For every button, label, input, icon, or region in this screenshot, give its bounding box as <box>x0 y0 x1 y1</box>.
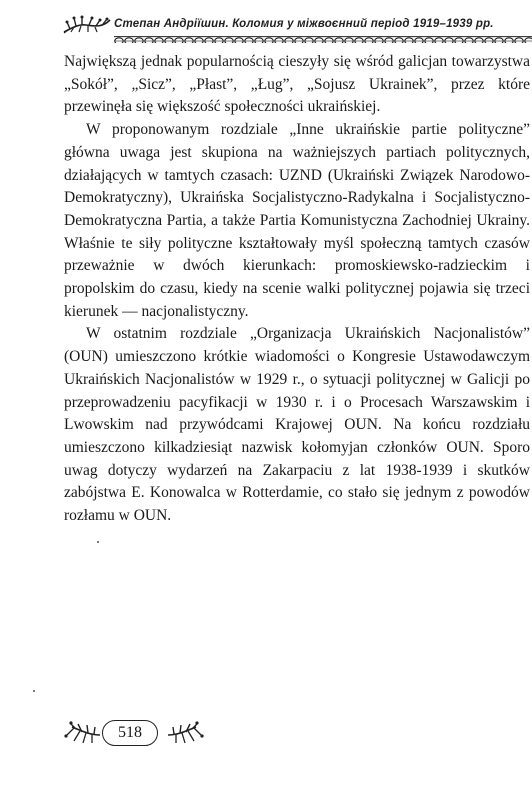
paragraph: W proponowanym rozdziale „Inne ukraińskie partie polityczne” główna uwaga jest skupiona na ważniejszych partiach politycznych, działających w tamtych czasach: UZND (Ukraiński Związek Narodowo-Demokratyczny), Ukraińska Socjalistyczno-Radykalna i Socjalistyczno-Demokratyczna Partia, a także Partia Komunistyczna Zachodniej Ukrainy. Właśnie te siły polityczne kształtowały myśl społeczną tamtych czasów przeważnie w dwóch kierunkach: promoskiewsko-radzieckim i propolskim do czasu, kiedy na scenie walki politycznej pojawia się trzeci kierunek — nacjonalistyczny. <box>64 121 530 320</box>
floral-flourish-right-icon <box>166 721 206 752</box>
floral-flourish-left-icon <box>62 721 102 752</box>
scan-speck <box>33 690 35 692</box>
running-header <box>62 0 532 44</box>
main-text <box>64 51 530 528</box>
paragraph: Największą jednak popularnością cieszyły się wśród galicjan towarzystwa „Sokół”, „Sicz”, „Płast”, „Ług”, „Sojusz Ukrainek”, przez które przewinęła się większość społeczności ukraińskiej. <box>64 53 530 116</box>
running-title: Степан Андріїшин. Коломия у міжвоєнний період 1919–1939 pp. <box>114 18 494 30</box>
paragraph: W ostatnim rozdziale „Organizacja Ukraińskich Nacjonalistów” (OUN) umieszczono krótkie wiadomości o Kongresie Ustawodawczym Ukraińskich Nacjonalistów w 1929 r., o sytuacji politycznej w Galicji po przeprowadzeniu pacyfikacji w 1930 r. i o Procesach Warszawskim i Lwowskim nad przywódcami Krajowej OUN. Na końcu rozdziału umieszczono kilkadziesiąt nazwisk kołomyjan członków OUN. Sporo uwag dotyczy wydarzeń na Zakarpaciu z lat 1938-1939 i skutków zabójstwa E. Konowalca w Rotterdamie, co stało się jednym z powodów rozłamu w OUN. <box>64 325 530 525</box>
chain-border-band <box>114 33 532 43</box>
page-number: 518 <box>118 724 142 741</box>
floral-vine-ornament-icon <box>62 14 112 41</box>
scan-speck <box>97 541 99 543</box>
page-footer <box>62 719 192 749</box>
